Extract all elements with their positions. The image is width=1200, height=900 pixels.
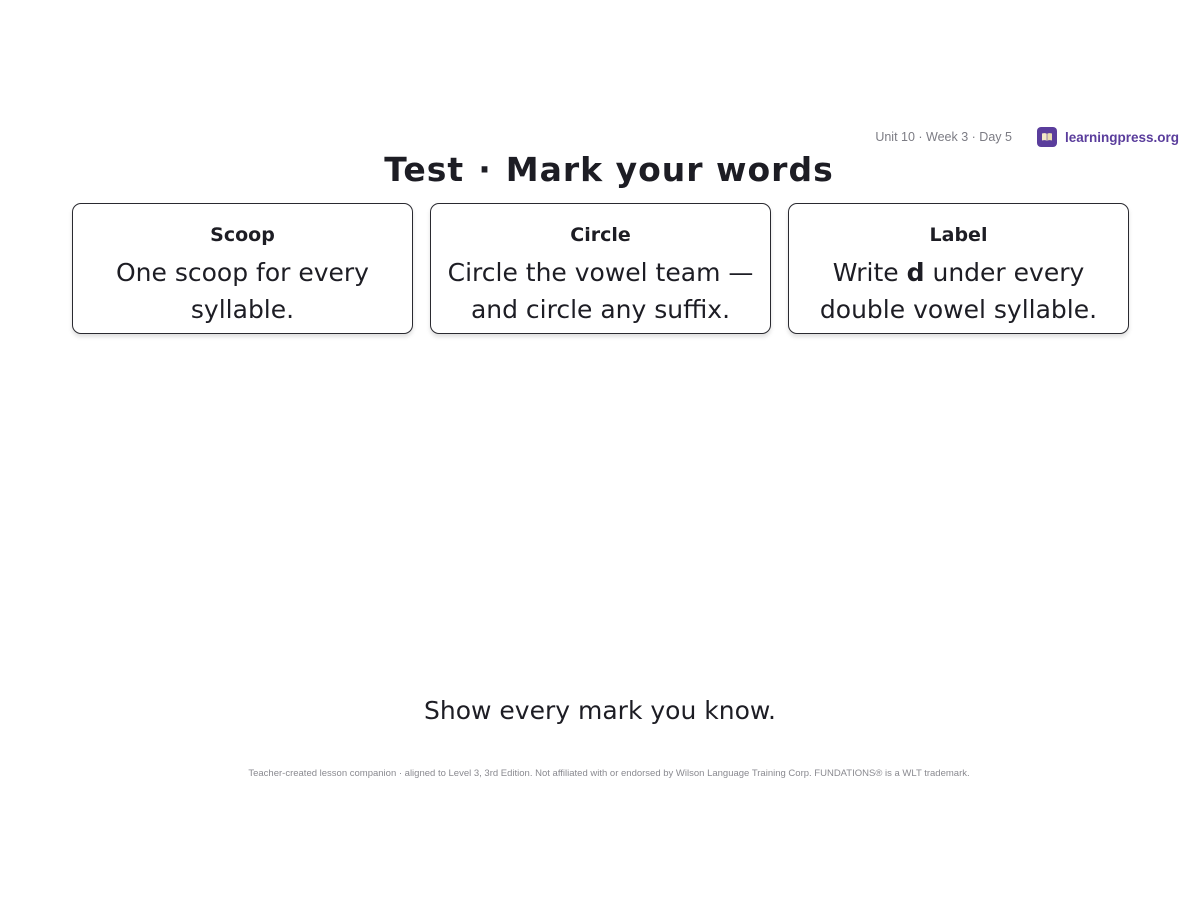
bottom-prompt: Show every mark you know. [424,696,776,725]
title-separator: · [478,150,492,189]
footer-disclaimer: Teacher-created lesson companion · aligned to Level 3, 3rd Edition. Not affiliated with or endorsed by Wilson Language Training Corp. FUNDATIONS® is a WLT trademark. [248,768,970,779]
card-heading: Label [929,224,988,246]
title-test: Test [384,150,465,189]
brand-name: learningpress.org [1064,129,1179,145]
card-instruction [789,254,1128,328]
instruction-text: Write [832,258,907,287]
instruction-cards [72,203,1129,334]
title-mark-your-words: Mark your words [505,150,834,189]
circle-card [430,203,771,334]
book-icon [1037,127,1057,147]
page-title [0,150,1200,189]
brand-link[interactable] [1037,127,1179,147]
card-instruction: One scoop for every syllable. [116,258,369,324]
label-letter: d [906,258,925,287]
unit-week-day-label: Unit 10 · Week 3 · Day 5 [875,130,1012,144]
card-heading: Scoop [210,224,275,246]
card-heading: Circle [570,224,631,246]
label-card [788,203,1129,334]
instruction-text: under every double vowel syllable. [819,258,1098,324]
card-instruction: Circle the vowel team — and circle any suffix. [447,258,754,324]
page-header [875,127,1179,147]
scoop-card [72,203,413,334]
